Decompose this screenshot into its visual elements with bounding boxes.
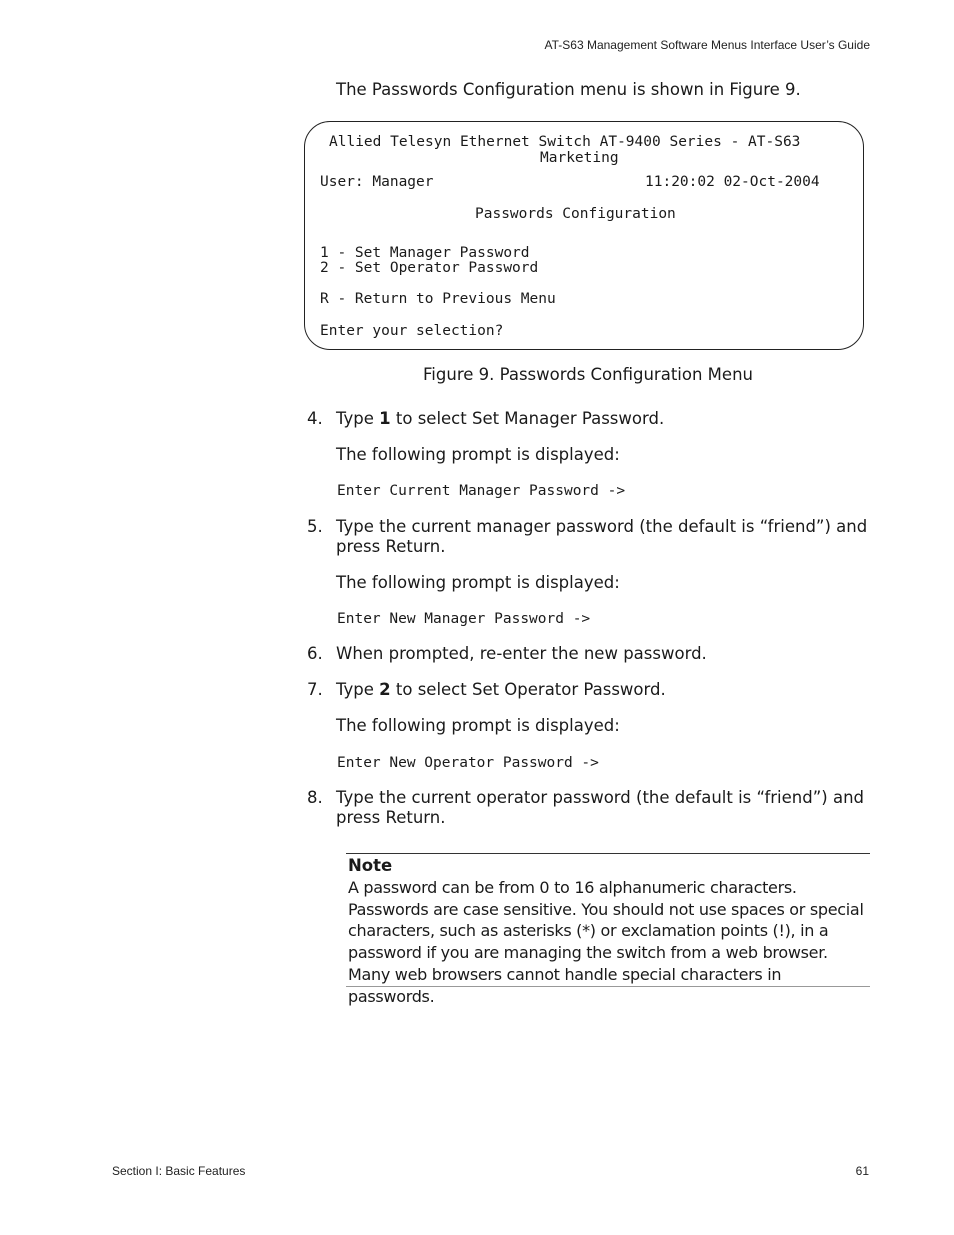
terminal-option-r: R - Return to Previous Menu [320, 291, 556, 307]
step-number: 7. [307, 680, 323, 699]
step-key: 1 [379, 409, 391, 428]
intro-paragraph: The Passwords Configuration menu is shown in Figure 9. [336, 80, 801, 99]
footer-section: Section I: Basic Features [112, 1164, 246, 1178]
step-text-end: to select Set Manager Password. [390, 409, 665, 428]
terminal-screen-figure [304, 121, 864, 350]
step-text: When prompted, re-enter the new password. [336, 644, 707, 663]
step-text-end: to select Set Operator Password. [390, 680, 666, 699]
terminal-prompt: Enter your selection? [320, 323, 504, 339]
step-text: Type the current operator password (the default is “friend”) and press Return. [336, 788, 864, 827]
page-number: 61 [855, 1164, 869, 1178]
terminal-timestamp: 11:20:02 02-Oct-2004 [645, 174, 820, 190]
code-prompt: Enter New Operator Password -> [337, 755, 599, 771]
code-prompt: Enter Current Manager Password -> [337, 483, 626, 499]
step-key: 2 [379, 680, 391, 699]
note-body: A password can be from 0 to 16 alphanumeric characters. Passwords are case sensitive. You should not use spaces or special characters, such as asterisks (*) or exclamation points (!), in a password if you are managing the switch from a web browser. Many web browsers cannot handle special characters in passwords. [348, 878, 864, 1006]
note-title: Note [348, 856, 393, 875]
step-number: 6. [307, 644, 323, 663]
running-header: AT-S63 Management Software Menus Interface User’s Guide [544, 38, 870, 52]
terminal-user: User: Manager [320, 174, 434, 190]
prompt-intro: The following prompt is displayed: [336, 445, 620, 464]
step-text [336, 409, 876, 429]
terminal-option-2: 2 - Set Operator Password [320, 260, 539, 276]
step-number: 8. [307, 788, 323, 807]
note-box [346, 853, 870, 1006]
terminal-banner-line2: Marketing [540, 150, 619, 166]
prompt-intro: The following prompt is displayed: [336, 716, 620, 735]
terminal-banner-line: Allied Telesyn Ethernet Switch AT-9400 Series - AT-S63 [329, 134, 801, 150]
code-prompt: Enter New Manager Password -> [337, 611, 591, 627]
step-text [336, 680, 876, 700]
step-text-start: Type [336, 680, 380, 699]
prompt-intro: The following prompt is displayed: [336, 573, 620, 592]
figure-caption: Figure 9. Passwords Configuration Menu [423, 365, 753, 384]
terminal-option-1: 1 - Set Manager Password [320, 245, 530, 261]
step-text-start: Type [336, 409, 380, 428]
step-text: Type the current manager password (the default is “friend”) and press Return. [336, 517, 868, 556]
step-number: 5. [307, 517, 323, 536]
terminal-menu-title: Passwords Configuration [475, 206, 676, 222]
step-number: 4. [307, 409, 323, 428]
